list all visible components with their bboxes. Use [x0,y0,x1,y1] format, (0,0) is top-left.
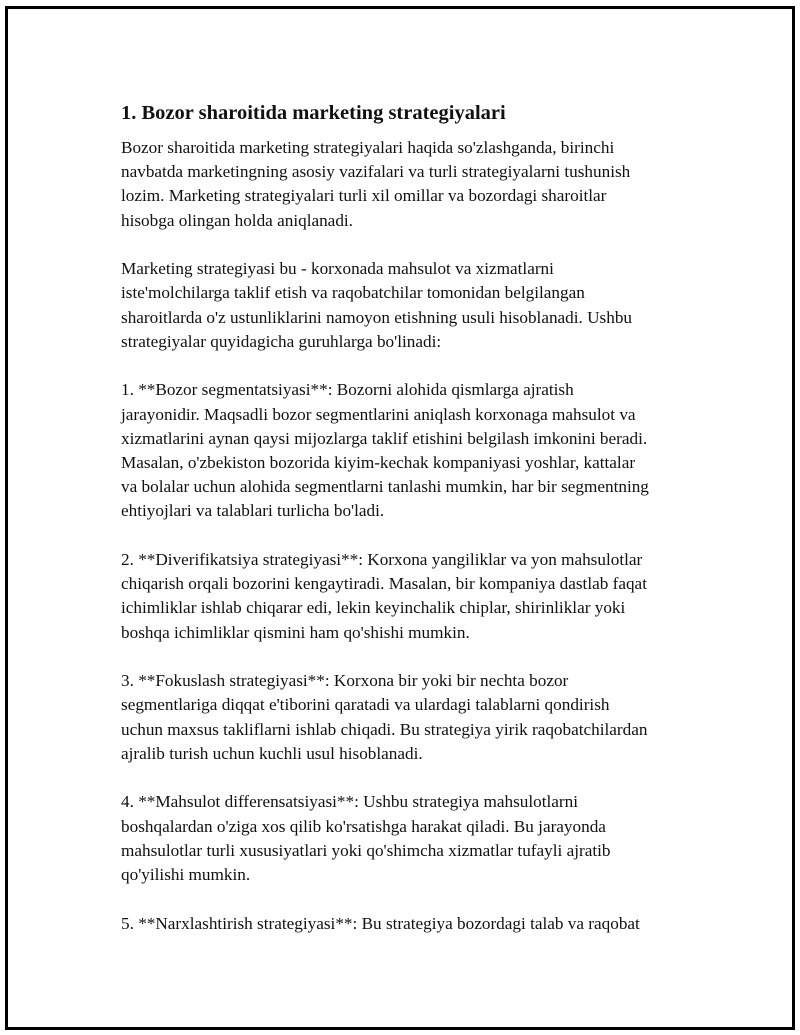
paragraph [121,257,701,354]
paragraph-line: qo'yilishi mumkin. [121,865,251,885]
page-frame [5,6,795,1030]
paragraph-line: Bozor sharoitida marketing strategiyalari haqida so'zlashganda, birinchi [121,138,615,157]
paragraph [121,548,701,645]
paragraph-line: ajralib turish uchun kuchli usul hisoblanadi. [121,743,423,763]
paragraph-line: xizmatlarini aynan qaysi mijozlarga taklif etishini belgilash imkonini beradi. [121,428,648,448]
paragraph-line: 1. **Bozor segmentatsiyasi**: Bozorni alohida qismlarga ajratish [121,380,574,400]
paragraph-line: Marketing strategiyasi bu - korxonada mahsulot va xizmatlarni [121,259,554,279]
paragraph-line: mahsulotlar turli xususiyatlari yoki qo'shimcha xizmatlar tufayli ajratib [121,840,611,860]
paragraph [121,136,701,233]
paragraph [121,790,701,887]
paragraph [121,912,701,936]
paragraph-line: hisobga olingan holda aniqlanadi. [121,210,353,230]
paragraph-line: 5. **Narxlashtirish strategiyasi**: Bu strategiya bozordagi talab va raqobat [121,913,640,933]
paragraph-line: navbatda marketingning asosiy vazifalari va turli strategiyalarni tushunish [121,162,631,182]
paragraph-line: chiqarish orqali bozorini kengaytiradi. Masalan, bir kompaniya dastlab faqat [121,574,647,594]
paragraph-line: lozim. Marketing strategiyalari turli xil omillar va bozordagi sharoitlar [121,186,607,206]
paragraph-line: boshqalardan o'ziga xos qilib ko'rsatishga harakat qiladi. Bu jarayonda [121,816,606,836]
paragraph-list [121,136,701,936]
document-title: 1. Bozor sharoitida marketing strategiyalari [121,102,506,124]
paragraph-line: segmentlariga diqqat e'tiborini qaratadi va ulardagi talablarni qondirish [121,695,610,715]
document-content [121,100,701,960]
paragraph-line: sharoitlarda o'z ustunliklarini namoyon etishning usuli hisoblanadi. Ushbu [121,307,633,327]
paragraph [121,378,701,523]
paragraph-line: Masalan, o'zbekiston bozorida kiyim-kechak kompaniyasi yoshlar, kattalar [121,453,636,473]
paragraph-line: ehtiyojlari va talablari turlicha bo'ladi. [121,501,385,521]
paragraph-line: iste'molchilarga taklif etish va raqobatchilar tomonidan belgilangan [121,283,585,303]
paragraph-line: ichimliklar ishlab chiqarar edi, lekin keyinchalik chiplar, shirinliklar yoki [121,598,626,618]
paragraph-line: 3. **Fokuslash strategiyasi**: Korxona bir yoki bir nechta bozor [121,671,569,691]
paragraph-line: jarayonidir. Maqsadli bozor segmentlarini aniqlash korxonaga mahsulot va [121,404,636,424]
paragraph-line: 4. **Mahsulot differensatsiyasi**: Ushbu strategiya mahsulotlarni [121,792,578,812]
paragraph [121,669,701,766]
paragraph-line: 2. **Diverifikatsiya strategiyasi**: Korxona yangiliklar va yon mahsulotlar [121,550,643,570]
paragraph-line: va bolalar uchun alohida segmentlarni tanlashi mumkin, har bir segmentning [121,477,649,497]
paragraph-line: uchun maxsus takliflarni ishlab chiqadi. Bu strategiya yirik raqobatchilardan [121,719,648,739]
paragraph-line: boshqa ichimliklar qismini ham qo'shishi mumkin. [121,622,470,642]
paragraph-line: strategiyalar quyidagicha guruhlarga bo'linadi: [121,331,442,351]
